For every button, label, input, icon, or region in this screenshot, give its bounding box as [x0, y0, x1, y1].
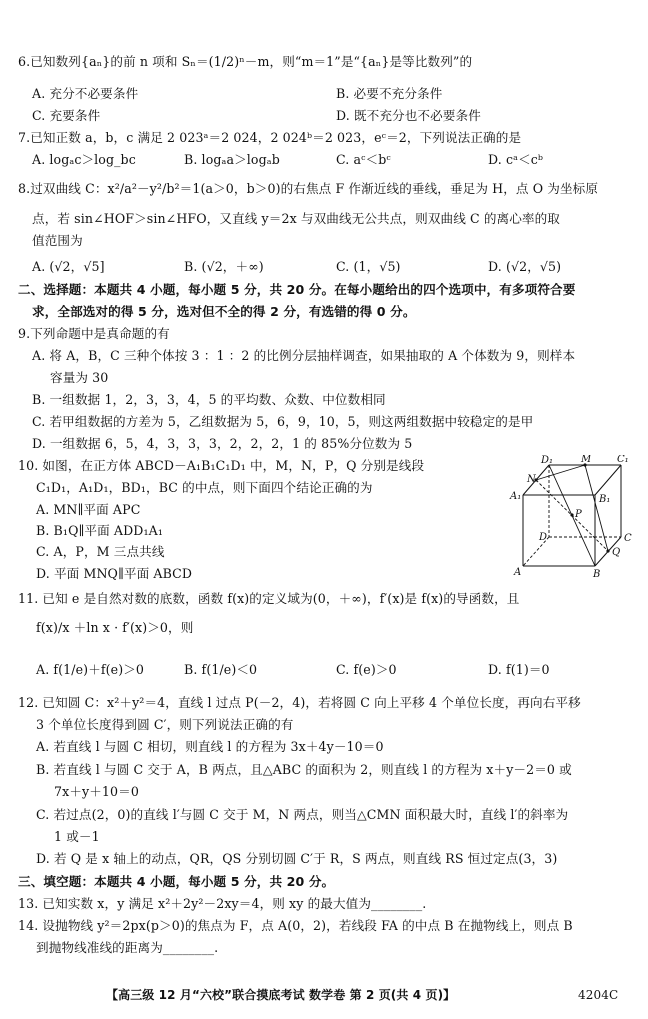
q10-option-c: C. A，P，M 三点共线: [36, 544, 165, 559]
footer-code: 4204C: [578, 988, 619, 1002]
q12-option-c: C. 若过点(2，0)的直线 l′与圆 C 交于 M，N 两点，则当△CMN 面积最大时，直线 l′的斜率为: [36, 807, 569, 822]
label-n: N: [527, 474, 536, 485]
label-b: B: [593, 569, 601, 580]
q6-stem: 6.已知数列{aₙ}的前 n 项和 Sₙ＝(1/2)ⁿ－m，则“m＝1”是“{aₙ}是等比数列”的: [18, 54, 473, 69]
q12-option-d: D. 若 Q 是 x 轴上的动点，QR，QS 分别切圆 C′于 R，S 两点，则直线 RS 恒过定点(3，3): [36, 851, 558, 866]
q10-option-b: B. B₁Q∥平面 ADD₁A₁: [36, 523, 163, 538]
q7-option-c: C. aᶜ＜bᶜ: [336, 152, 391, 167]
q12-option-b: B. 若直线 l 与圆 C 交于 A，B 两点，且△ABC 的面积为 2，则直线 l 的方程为 x＋y－2＝0 或: [36, 762, 572, 777]
q9-option-a: A. 将 A，B，C 三种个体按 3 ：1 ：2 的比例分层抽样调查，如果抽取的 A 个体数为 9，则样本: [32, 348, 576, 363]
q7-option-d: D. cᵃ＜cᵇ: [488, 152, 544, 167]
q9-option-a-cont: 容量为 30: [50, 370, 109, 385]
q14-stem: 14. 设抛物线 y²＝2px(p＞0)的焦点为 F，点 A(0，2)，若线段 FA 的中点 B 在抛物线上，则点 B: [18, 918, 573, 933]
q12-option-a: A. 若直线 l 与圆 C 相切，则直线 l 的方程为 3x＋4y－10＝0: [36, 739, 384, 754]
label-d1: D₁: [541, 455, 554, 466]
label-c: C: [624, 533, 632, 544]
q12-option-b-cont: 7x＋y＋10＝0: [54, 784, 139, 799]
q8-stem-line2: 点，若 sin∠HOF＞sin∠HFO，又直线 y＝2x 与双曲线无公共点，则双曲线 C 的离心率的取: [32, 211, 561, 226]
q12-stem: 12. 已知圆 C：x²＋y²＝4，直线 l 过点 P(－2，4)，若将圆 C 向上平移 4 个单位长度，再向右平移: [18, 695, 581, 710]
q7-option-b: B. logₐa＞logₐb: [184, 152, 280, 167]
q10-stem: 10. 如图，在正方体 ABCD－A₁B₁C₁D₁ 中，M，N，P，Q 分别是线段: [18, 458, 425, 473]
q11-option-c: C. f(e)＞0: [336, 662, 397, 677]
q8-option-b: B. (√2，＋∞): [184, 259, 264, 274]
q11-option-d: D. f(1)＝0: [488, 662, 550, 677]
label-a1: A₁: [510, 491, 522, 502]
q12-stem-cont: 3 个单位长度得到圆 C′，则下列说法正确的有: [36, 717, 294, 732]
q11-stem-cont: f(x)/x ＋ln x · f′(x)＞0，则: [36, 620, 194, 635]
q6-option-b: B. 必要不充分条件: [336, 86, 443, 101]
q7-stem: 7.已知正数 a，b，c 满足 2 023ᵃ＝2 024，2 024ᵇ＝2 023，eᶜ＝2，下列说法正确的是: [18, 130, 522, 145]
q7-option-a: A. logₐc＞log_bc: [32, 152, 136, 167]
label-m: M: [581, 455, 592, 465]
q11-stem: 11. 已知 e 是自然对数的底数，函数 f(x)的定义域为(0，＋∞)，f′(x)是 f(x)的导函数，且: [18, 591, 520, 606]
section-2-heading-cont: 求，全部选对的得 5 分，选对但不全的得 2 分，有选错的得 0 分。: [32, 304, 416, 319]
q10-option-d: D. 平面 MNQ∥平面 ABCD: [36, 566, 193, 581]
cube-figure: [505, 455, 635, 580]
label-d: D: [539, 532, 548, 543]
section-3-heading: 三、填空题：本题共 4 小题，每小题 5 分，共 20 分。: [18, 874, 335, 889]
label-c1: C₁: [617, 455, 629, 465]
q6-option-c: C. 充要条件: [32, 108, 101, 123]
q11-option-a: A. f(1/e)＋f(e)＞0: [36, 662, 145, 677]
label-b1: B₁: [599, 494, 611, 505]
q12-option-c-cont: 1 或－1: [54, 829, 100, 844]
q8-option-c: C. (1，√5): [336, 259, 401, 274]
q6-option-d: D. 既不充分也不必要条件: [336, 108, 481, 123]
q10-stem-cont: C₁D₁，A₁D₁，BD₁，BC 的中点，则下面四个结论正确的为: [36, 480, 373, 495]
q8-option-d: D. (√2，√5): [488, 259, 562, 274]
q14-stem-cont: 到抛物线准线的距离为________.: [36, 940, 219, 955]
q9-option-b: B. 一组数据 1，2，3，3，4，5 的平均数、众数、中位数相同: [32, 392, 386, 407]
q8-stem-line1: 8.过双曲线 C：x²/a²－y²/b²＝1(a＞0，b＞0)的右焦点 F 作渐近线的垂线，垂足为 H，点 O 为坐标原: [18, 181, 599, 196]
section-2-heading: 二、选择题：本题共 4 小题，每小题 5 分，共 20 分。在每小题给出的四个选项中，有多项符合要: [18, 282, 576, 297]
q9-option-d: D. 一组数据 6，5，4，3，3，3，2，2，2，1 的 85%分位数为 5: [32, 436, 413, 451]
q9-stem: 9.下列命题中是真命题的有: [18, 326, 170, 341]
q9-option-c: C. 若甲组数据的方差为 5，乙组数据为 5，6，9，10，5，则这两组数据中较稳定的是甲: [32, 414, 534, 429]
q10-option-a: A. MN∥平面 APC: [36, 502, 141, 517]
footer-title: 【高三级 12 月“六校”联合摸底考试 数学卷 第 2 页(共 4 页)】: [106, 988, 456, 1002]
label-a: A: [514, 567, 522, 578]
q13-stem: 13. 已知实数 x，y 满足 x²＋2y²－2xy＝4，则 xy 的最大值为________.: [18, 896, 427, 911]
label-q: Q: [612, 547, 621, 558]
label-p: P: [575, 509, 582, 520]
q8-stem-line3: 值范围为: [32, 233, 83, 248]
q6-option-a: A. 充分不必要条件: [32, 86, 139, 101]
q11-option-b: B. f(1/e)＜0: [184, 662, 258, 677]
q8-option-a: A. (√2，√5]: [32, 259, 105, 274]
